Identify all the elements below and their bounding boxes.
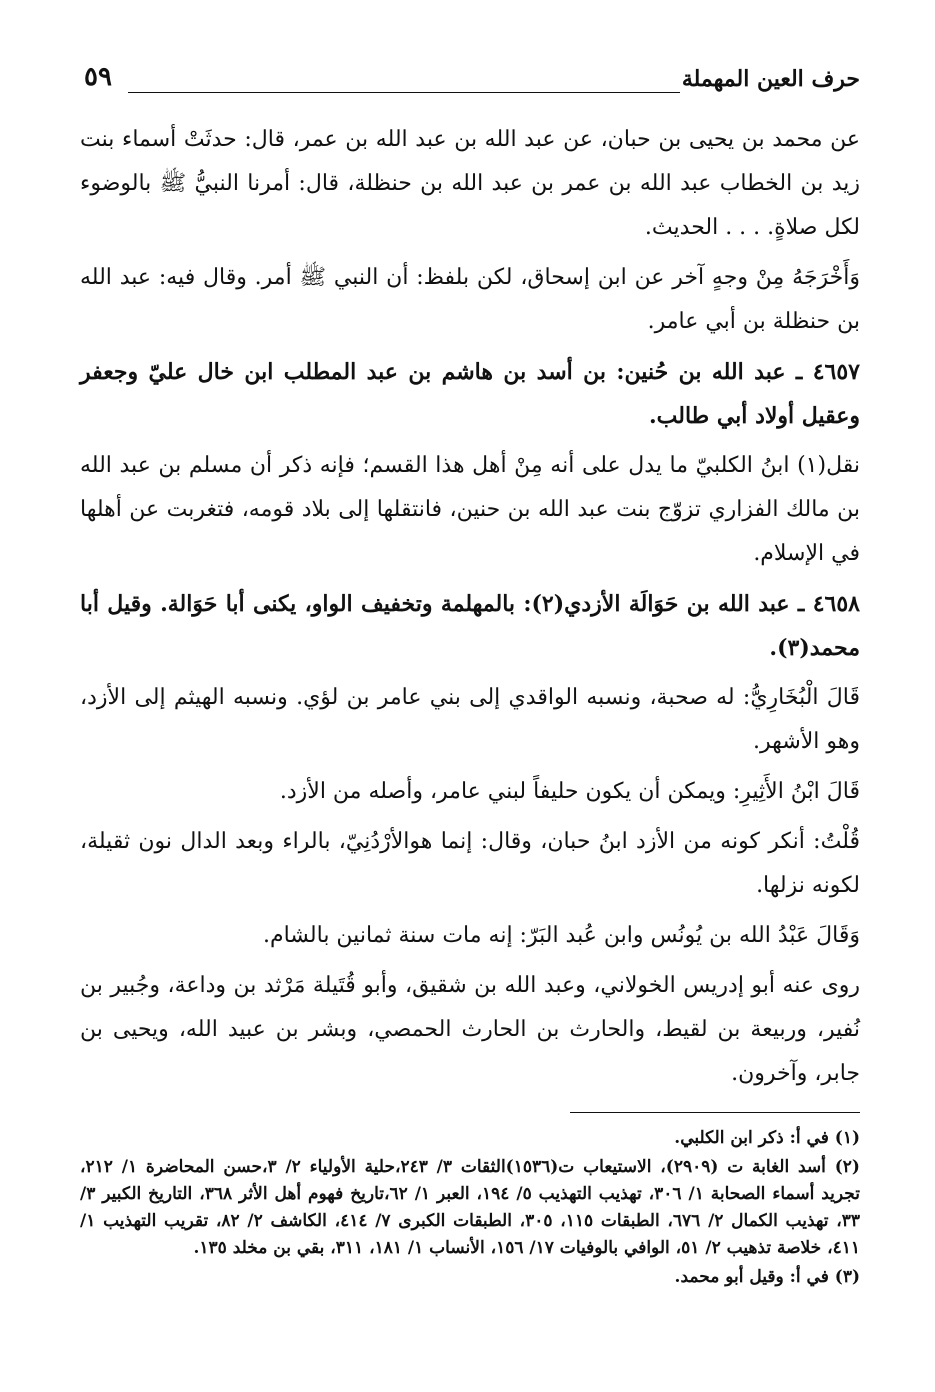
footnote-3: (٣) في أ: وقيل أبو محمد.	[674, 1267, 860, 1287]
paragraph: وَقَالَ عَبْدُ الله بن يُونُس وابن عُبد البَرّ: إنه مات سنة ثمانين بالشام.	[262, 923, 860, 948]
paragraph: قُلْتُ: أنكر كونه من الأزد ابنُ حبان، وقال: إنما هوالأرْدُنِيّ، بالراء وبعد الدال نون ثقيلة، لكونه نزلها.	[80, 829, 860, 898]
footnote-divider	[570, 1112, 860, 1113]
footnotes	[80, 1125, 860, 1291]
footnote-2: (٢) أسد الغابة ت (٢٩٠٩)، الاستيعاب ت(١٥٣٦)الثقات ٣/ ٢٤٣،حلية الأولياء ٢/ ٣،حسن المحاضرة ١/ ٢١٢، تجريد أسماء الصحابة ١/ ٣٠٦، تهذيب التهذيب ٥/ ١٩٤، العبر ١/ ٦٢،تاريخ فهوم أهل الأثر ٣٦٨، التاريخ الكبير ٣/ ٣٣، تهذيب الكمال ٢/ ٦٧٦، الطبقات ١١٥، ٣٠٥، الطبقات الكبرى ٧/ ٤١٤، الكاشف ٢/ ٨٢، تقريب التهذيب ١/ ٤١١، خلاصة تذهيب ٢/ ٥١، الوافي بالوفيات ١٧/ ١٥٦، الأنساب ١/ ١٨١، ٣١١، بقي بن مخلد ١٣٥.	[80, 1157, 860, 1258]
paragraph: نقل(١) ابنُ الكلبيّ ما يدل على أنه مِنْ أهل هذا القسم؛ فإنه ذكر أن مسلم بن عبد الله بن مالك الفزاري تزوّج بنت عبد الله بن حنين، فانتقلها إلى بلاد قومه، فتغربت عن أهلها في الإسلام.	[80, 453, 860, 566]
paragraph: عن محمد بن يحيى بن حبان، عن عبد الله بن عبد الله بن عمر، قال: حدثَتْ أسماء بنت زيد بن الخطاب عبد الله بن عمر بن عبد الله بن حنظلة، قال: أمرنا النبيُّ ﷺ بالوضوء لكل صلاةٍ. . . . الحديث.	[80, 127, 860, 240]
footnote-1: (١) في أ: ذكر ابن الكلبي.	[674, 1128, 860, 1148]
running-title: حرف العين المهملة	[681, 66, 860, 92]
paragraph: قَالَ ابْنُ الأَثِيرِ: ويمكن أن يكون حليفاً لبني عامر، وأصله من الأزد.	[279, 779, 860, 804]
page-header	[80, 60, 860, 104]
header-rule	[128, 92, 680, 93]
entry-4658: ٤٦٥٨ ـ عبد الله بن حَوَالَة الأزدي(٢): بالمهلمة وتخفيف الواو، يكنى أبا حَوَالة. وقيل أبا محمد(٣).	[80, 591, 860, 661]
page-number: ٥٩	[84, 62, 112, 92]
paragraph: وَأَخْرَجَهُ مِنْ وجهٍ آخر عن ابن إسحاق، لكن بلفظ: أن النبي ﷺ أمر. وقال فيه: عبد الله بن حنظلة بن أبي عامر.	[80, 265, 860, 334]
paragraph: قَالَ الْبُخَارِيُّ: له صحبة، ونسبه الواقدي إلى بني عامر بن لؤي. ونسبه الهيثم إلى الأزد، وهو الأشهر.	[80, 685, 860, 754]
body-text	[80, 118, 860, 1096]
paragraph: روى عنه أبو إدريس الخولاني، وعبد الله بن شقيق، وأبو قُتَيلة مَرْثد بن وداعة، وجُبير بن نُفير، وربيعة بن لقيط، والحارث بن الحارث الحمصي، وبشر بن عبيد الله، ويحيى بن جابر، وآخرون.	[80, 973, 860, 1086]
book-page	[80, 60, 860, 1293]
entry-4657: ٤٦٥٧ ـ عبد الله بن حُنين: بن أسد بن هاشم بن عبد المطلب ابن خال عليّ وجعفر وعقيل أولاد أبي طالب.	[80, 359, 860, 429]
